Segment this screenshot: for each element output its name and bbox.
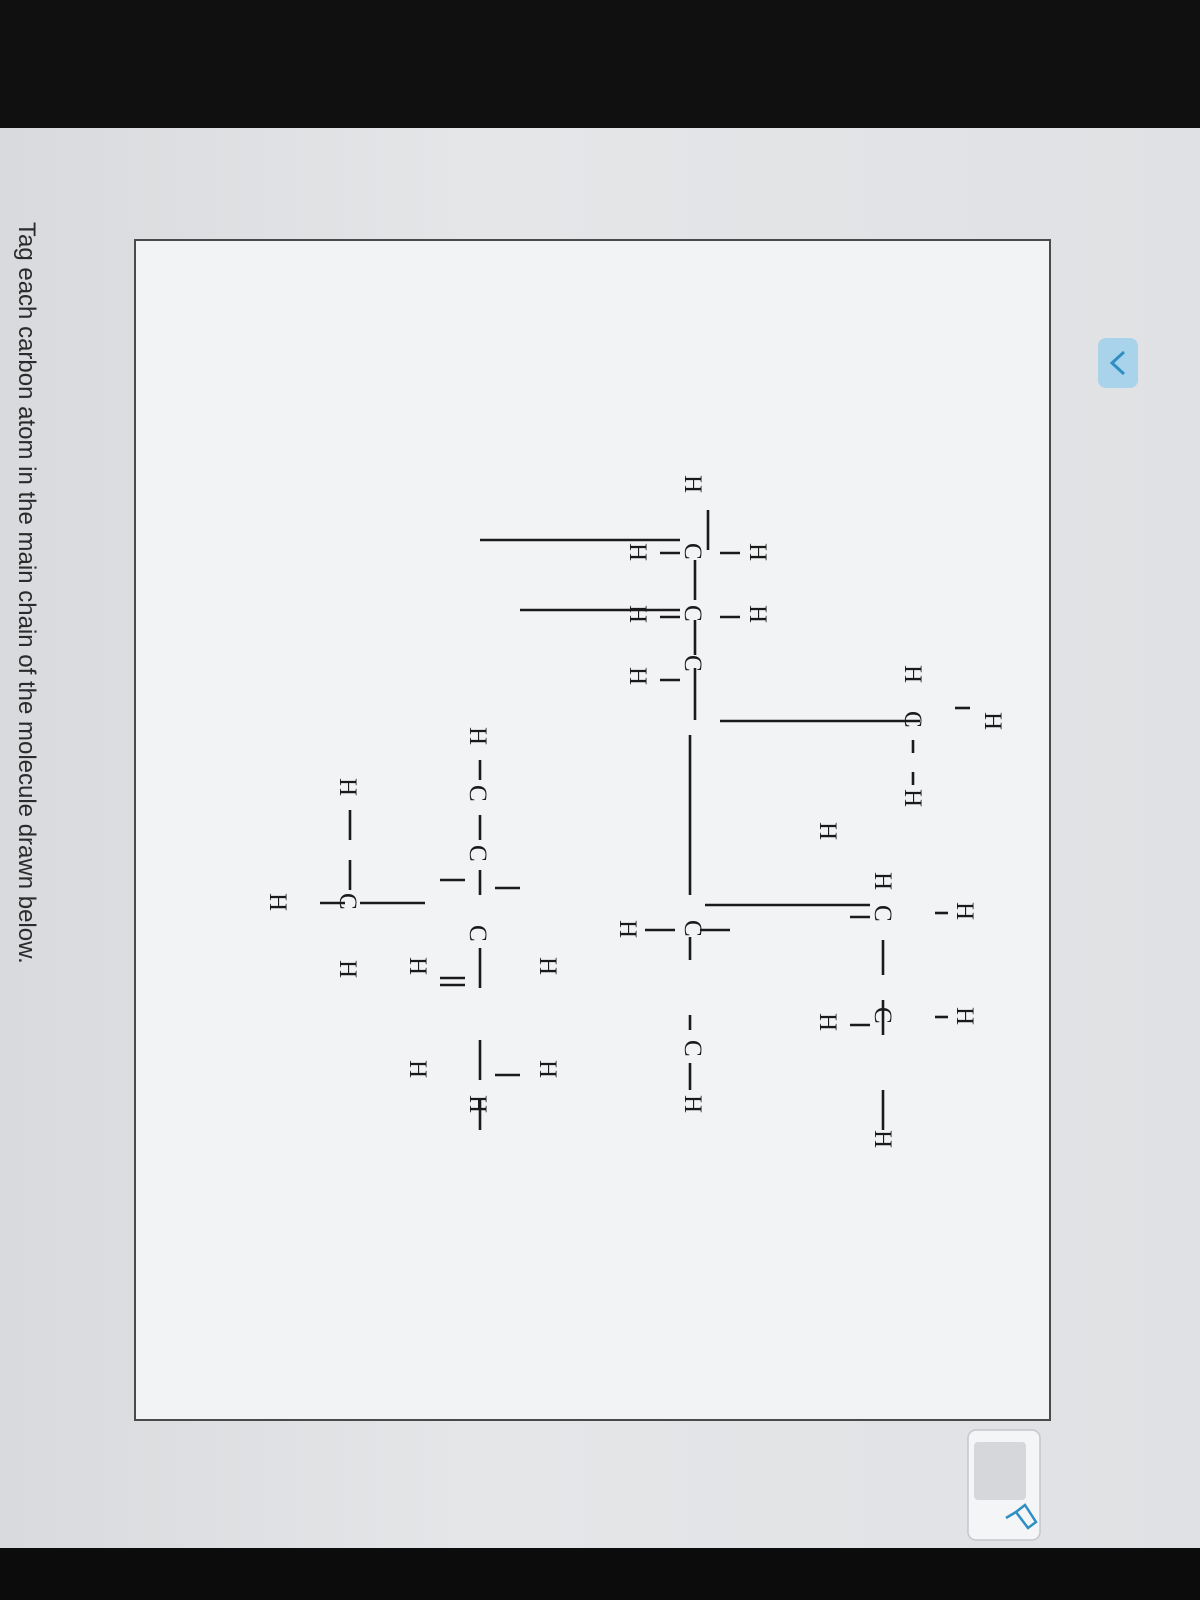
atom-c[interactable]: C [899, 711, 926, 728]
atom-c[interactable]: C [679, 605, 706, 622]
question-prompt: Tag each carbon atom in the main chain of the molecule drawn below. [13, 222, 40, 964]
atom-c[interactable]: C [464, 785, 491, 802]
atom-h: H [899, 665, 926, 684]
atom-c[interactable]: C [334, 893, 361, 910]
atom-h: H [951, 902, 978, 921]
atom-h: H [679, 1095, 706, 1114]
atom-c[interactable]: C [679, 655, 706, 672]
atom-h: H [624, 605, 651, 624]
atom-h: H [534, 957, 561, 976]
atom-c[interactable]: C [679, 1040, 706, 1057]
atom-h: H [334, 960, 361, 979]
atom-h: H [814, 822, 841, 841]
atom-h: H [464, 727, 491, 746]
atom-h: H [464, 1095, 491, 1114]
atom-h: H [334, 778, 361, 797]
atom-h: H [534, 1060, 561, 1079]
collapse-toggle[interactable] [1098, 338, 1138, 388]
atom-c[interactable]: C [464, 925, 491, 942]
atom-h: H [744, 605, 771, 624]
atom-h: H [744, 543, 771, 562]
atom-h: H [979, 712, 1006, 731]
molecule-canvas[interactable] [135, 240, 1050, 1420]
atom-c[interactable]: C [869, 1007, 896, 1024]
atom-h: H [614, 920, 641, 939]
tool-palette [968, 1430, 1040, 1540]
atom-h: H [899, 789, 926, 808]
atom-c[interactable]: C [679, 543, 706, 560]
atom-h: H [404, 957, 431, 976]
atom-h: H [404, 1060, 431, 1079]
atom-h: H [624, 667, 651, 686]
atom-h: H [869, 1130, 896, 1149]
tool-button[interactable] [974, 1442, 1026, 1500]
atom-c[interactable]: C [464, 845, 491, 862]
atom-c[interactable]: C [869, 905, 896, 922]
atom-h: H [679, 475, 706, 494]
atom-h: H [264, 893, 291, 912]
atom-h: H [624, 543, 651, 562]
atom-c[interactable]: C [679, 920, 706, 937]
question-content [13, 222, 1138, 1540]
atom-h: H [869, 872, 896, 891]
atom-h: H [951, 1007, 978, 1026]
atom-h: H [814, 1013, 841, 1032]
